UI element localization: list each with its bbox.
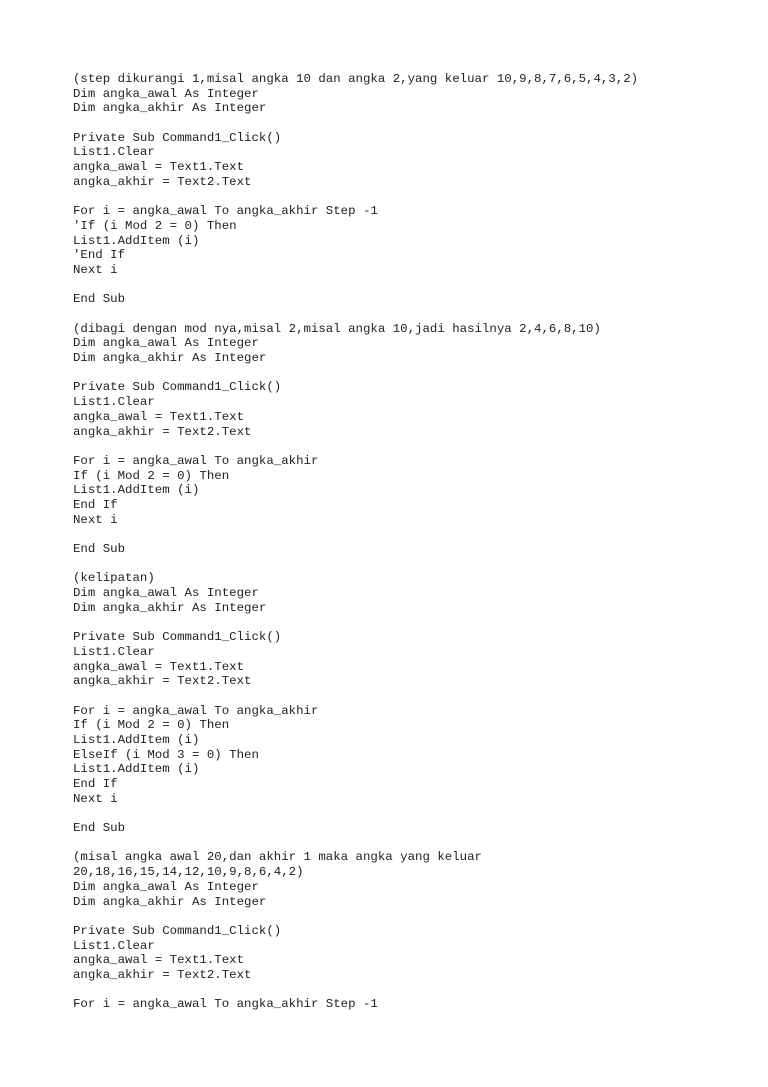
code-line: (dibagi dengan mod nya,misal 2,misal angka 10,jadi hasilnya 2,4,6,8,10) [73, 321, 601, 336]
code-line: List1.AddItem (i) [73, 233, 200, 248]
code-line [73, 116, 753, 131]
code-line: List1.Clear [73, 644, 155, 659]
code-line: End Sub [73, 542, 126, 556]
code-line: (kelipatan) [73, 571, 155, 586]
code-line: Next i [73, 262, 118, 277]
code-line: List1.Clear [73, 145, 155, 160]
code-line: List1.Clear [73, 938, 155, 953]
code-line: End Sub [73, 821, 126, 836]
code-line [73, 366, 753, 381]
code-line: For i = angka_awal To angka_akhir [73, 703, 319, 718]
code-line: Dim angka_awal As Integer [73, 586, 259, 601]
code-line: Dim angka_akhir As Integer [73, 101, 267, 116]
code-line: List1.Clear [73, 395, 155, 410]
code-line [73, 689, 753, 704]
code-line: angka_akhir = Text2.Text [73, 174, 252, 189]
code-line [73, 983, 753, 998]
code-line: Next i [73, 512, 118, 527]
code-line [73, 615, 753, 630]
code-line [73, 836, 753, 851]
code-line: angka_akhir = Text2.Text [73, 967, 252, 982]
code-line: Dim angka_awal As Integer [73, 879, 259, 894]
code-line: End If [73, 777, 118, 791]
code-line: angka_awal = Text1.Text [73, 953, 245, 968]
code-line [73, 439, 753, 454]
code-line: angka_awal = Text1.Text [73, 409, 245, 424]
code-line: 20,18,16,15,14,12,10,9,8,6,4,2) [73, 865, 304, 880]
code-line: 'End If [73, 248, 126, 263]
code-line: Private Sub Command1_Click() [73, 630, 282, 645]
code-line: End Sub [73, 292, 126, 307]
code-line: For i = angka_awal To angka_akhir Step -1 [73, 997, 378, 1012]
code-line: Dim angka_awal As Integer [73, 336, 259, 351]
code-line: 'If (i Mod 2 = 0) Then [73, 218, 237, 233]
code-line: List1.AddItem (i) [73, 732, 200, 747]
code-line: (step dikurangi 1,misal angka 10 dan angka 2,yang keluar 10,9,8,7,6,5,4,3,2) [73, 72, 639, 86]
code-line: If (i Mod 2 = 0) Then [73, 468, 230, 483]
code-line: ElseIf (i Mod 3 = 0) Then [73, 747, 259, 762]
code-line: If (i Mod 2 = 0) Then [73, 718, 230, 733]
code-line [73, 527, 753, 542]
code-line: Private Sub Command1_Click() [73, 380, 282, 395]
code-line: angka_awal = Text1.Text [73, 160, 245, 175]
code-line: angka_akhir = Text2.Text [73, 674, 252, 689]
code-line [73, 190, 753, 205]
code-line: Dim angka_akhir As Integer [73, 351, 267, 366]
code-listing [73, 72, 753, 1012]
code-line [73, 278, 753, 293]
code-line: End If [73, 497, 118, 512]
code-line: Next i [73, 791, 118, 806]
code-line [73, 307, 753, 322]
code-line: Dim angka_akhir As Integer [73, 894, 267, 909]
code-line: angka_akhir = Text2.Text [73, 424, 252, 439]
code-line [73, 909, 753, 924]
code-line [73, 806, 753, 821]
code-line: For i = angka_awal To angka_akhir Step -1 [73, 204, 378, 219]
code-line: angka_awal = Text1.Text [73, 659, 245, 674]
code-line: Dim angka_akhir As Integer [73, 600, 267, 615]
code-line: Private Sub Command1_Click() [73, 130, 282, 145]
code-line: Private Sub Command1_Click() [73, 923, 282, 938]
code-line: List1.AddItem (i) [73, 762, 200, 777]
code-line: Dim angka_awal As Integer [73, 86, 259, 101]
code-line: For i = angka_awal To angka_akhir [73, 453, 319, 468]
code-line: List1.AddItem (i) [73, 483, 200, 498]
code-line: (misal angka awal 20,dan akhir 1 maka angka yang keluar [73, 850, 482, 865]
code-line [73, 557, 753, 572]
